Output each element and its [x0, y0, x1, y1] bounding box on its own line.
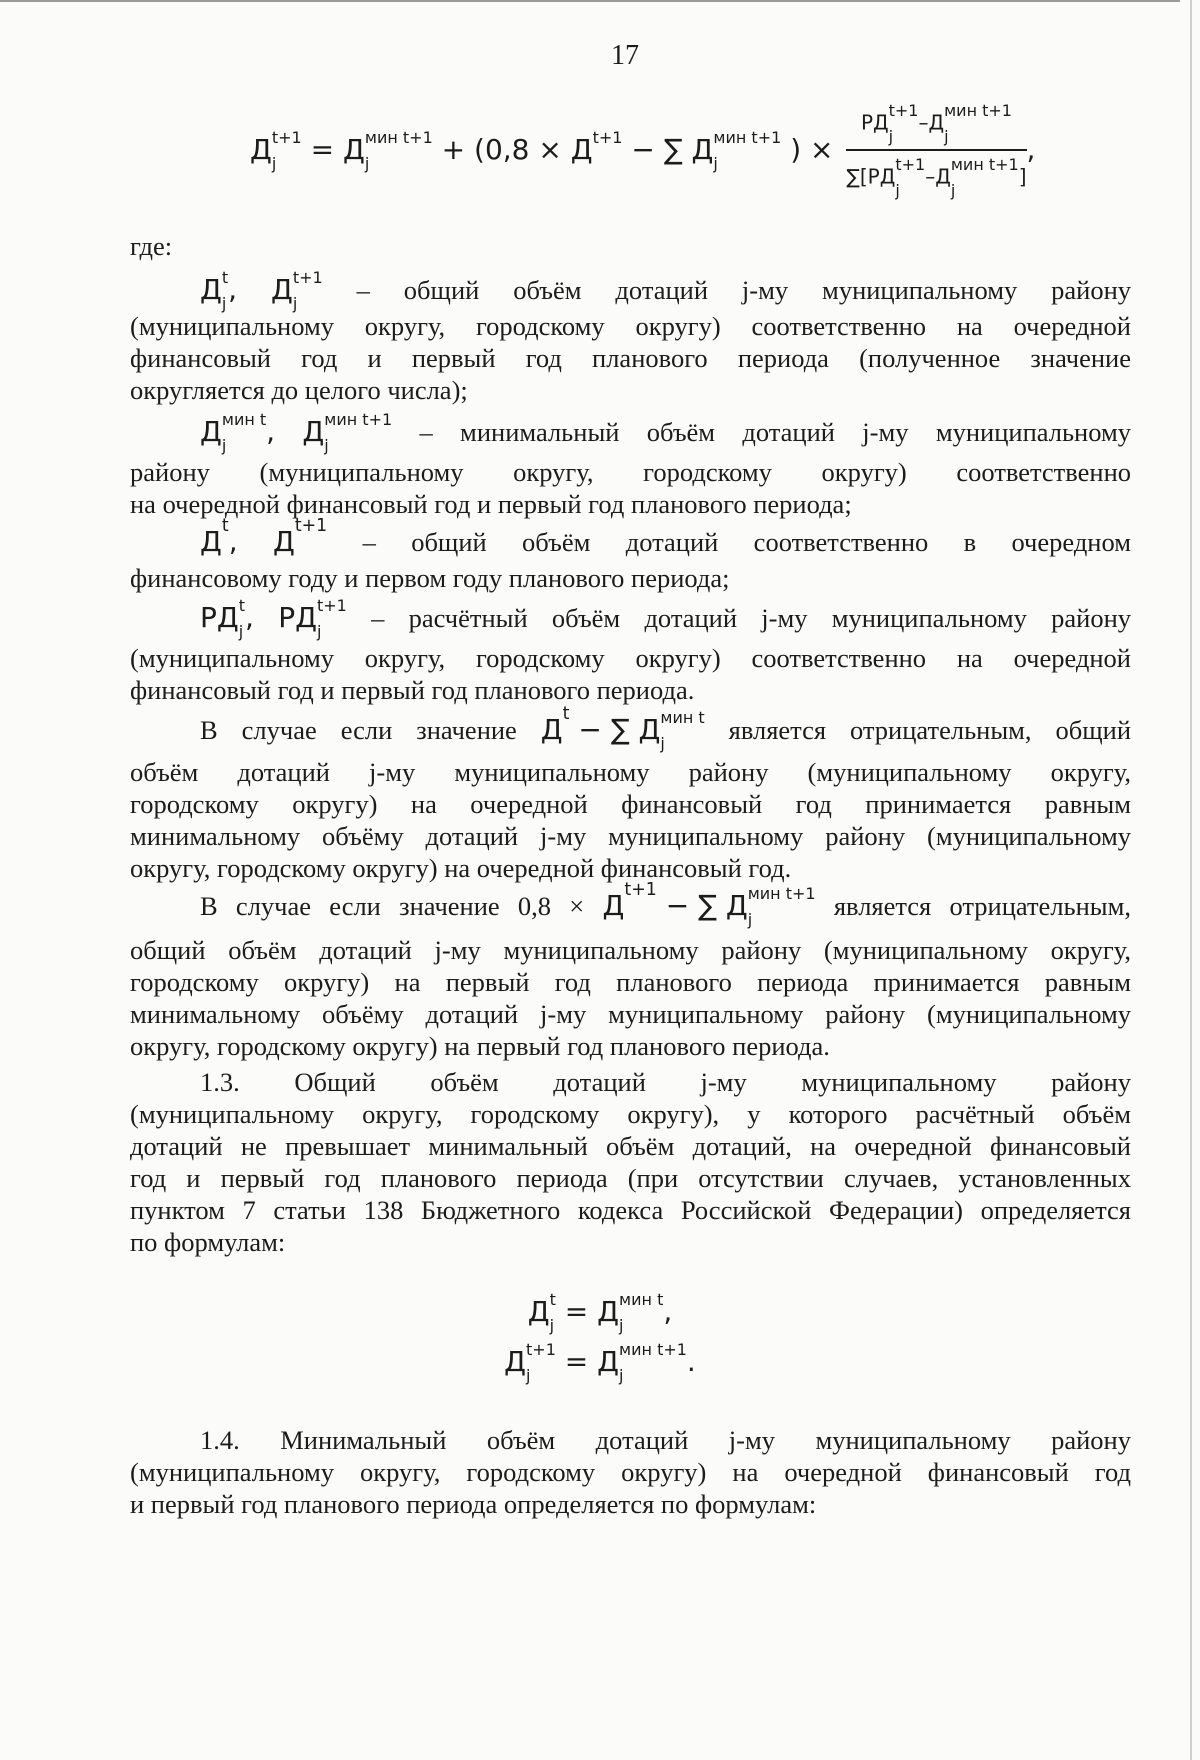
definition-1-lead: Д t j , Д t+1 j – общий объём дотаций j-му муниципальному району — [200, 268, 1132, 313]
section-1-4-line: 1.4. Минимальный объём дотаций j-му муниципальному району — [200, 1425, 1131, 1455]
symbol-rd-t: РД t j , — [200, 596, 254, 641]
formula-term: + (0,8 × Д — [441, 133, 593, 166]
definition-1-line: округляется до целого числа); — [130, 375, 468, 405]
scan-top-edge — [0, 0, 1180, 2]
formula-d-t-equals-min: Д t j = Д мин t j , — [527, 1290, 673, 1335]
formula-d-t-minus-sum: $Д^t$ − ∑ Д мин t j — [540, 704, 705, 753]
definition-2-lead: Д мин t j , Д мин t+1 j – минимальный объём дотаций j-му муниципальному — [200, 410, 1132, 455]
formula-main — [250, 103, 1035, 199]
fraction-denominator: ∑[РД t+1 j –Д мин t+1 j ] — [846, 155, 1027, 200]
fraction-numerator: РД t+1 j –Д мин t+1 j — [846, 103, 1026, 151]
case-1-line: округу, городскому округу) на очередной финансовый год. — [130, 853, 792, 883]
case-2-line: минимальному объёму дотаций j-му муниципальному району (муниципальному — [130, 999, 1131, 1029]
symbol-rd-t1: РД t+1 j — [278, 596, 347, 641]
section-1-3-line: 1.3. Общий объём дотаций j-му муниципальному району — [200, 1067, 1131, 1097]
definition-3-lead: $Д^t$, $Д^{t+1}$ – общий объём дотаций соответственно в очередном — [200, 516, 1131, 558]
section-1-3-line: пунктом 7 статьи 138 Бюджетного кодекса Российской Федерации) определяется — [130, 1195, 1131, 1225]
case-1-line: городскому округу) на очередной финансовый год принимается равным — [130, 789, 1131, 819]
formula-fraction — [846, 103, 1026, 199]
scan-right-edge — [1190, 0, 1192, 1760]
symbol-d-j-t: Д t j , — [200, 268, 238, 313]
case-2-line: городскому округу) на первый год планового периода принимается равным — [130, 967, 1131, 997]
definition-4-line: (муниципальному округу, городскому округу) соответственно на очередной — [130, 643, 1131, 673]
case-1-line: минимальному объёму дотаций j-му муниципальному району (муниципальному — [130, 821, 1131, 851]
formula-term: ) × — [790, 133, 834, 166]
section-1-3-line: год и первый год планового периода (при отсутствии случаев, установленных — [130, 1163, 1131, 1193]
where-label: где: — [130, 231, 173, 261]
symbol-d-min-t1: Д мин t+1 j — [302, 410, 393, 455]
case-2-line: округу, городскому округу) на первый год планового периода. — [130, 1031, 830, 1061]
formula-comma: , — [1026, 133, 1036, 166]
definition-4-line: финансовый год и первый год планового периода. — [130, 675, 695, 705]
section-1-4-line: и первый год планового периода определяется по формулам: — [130, 1489, 817, 1519]
formula-sup: t+1 — [592, 128, 623, 147]
symbol-d-min-t: Д мин t j , — [200, 410, 276, 455]
formula-eq: = — [310, 133, 335, 166]
formula-symbol: Д t+1 j — [250, 128, 302, 173]
symbol-d-t1: $Д^{t+1}$ — [272, 516, 328, 558]
case-1-lead: В случае если значение $Д^t$ − ∑ Д мин t j является отрицательным, общий — [200, 704, 1132, 753]
section-1-3-line: дотаций не превышает минимальный объём дотаций, на очередной финансовый — [130, 1131, 1131, 1161]
case-1-line: объём дотаций j-му муниципальному району (муниципальному округу, — [130, 757, 1131, 787]
case-2-lead: В случае если значение $0,8 \times Д^{t+1}$ − ∑ Д мин t+1 j является отрицательным, — [200, 880, 1132, 929]
formula-d-t1-equals-min: Д t+1 j = Д мин t+1 j . — [504, 1340, 696, 1385]
section-1-3-line: (муниципальному округу, городскому округу), у которого расчётный объём — [130, 1099, 1131, 1129]
definition-1-line: (муниципальному округу, городскому округу) соответственно на очередной — [130, 311, 1131, 341]
page-number: 17 — [611, 40, 639, 71]
formula-term: − ∑ Д — [631, 133, 714, 166]
section-1-3-line: по формулам: — [130, 1227, 286, 1257]
definition-3-line: финансовому году и первом году планового периода; — [130, 563, 730, 593]
symbol-d-j-t1: Д t+1 j — [270, 268, 323, 313]
symbol-d-t: $Д^t$, — [200, 516, 238, 558]
definition-1-line: финансовый год и первый год планового периода (полученное значение — [130, 343, 1131, 373]
formula-d-t1-minus-sum: $Д^{t+1}$ − ∑ Д мин t+1 j — [602, 880, 816, 929]
case-2-line: общий объём дотаций j-му муниципальному району (муниципальному округу, — [130, 935, 1131, 965]
definition-2-line: на очередной финансовый год и первый год планового периода; — [130, 489, 852, 519]
definition-4-lead: РД t j , РД t+1 j – расчётный объём дотаций j-му муниципальному району — [200, 596, 1132, 641]
formula-sup: мин t+1 j — [713, 128, 782, 173]
definition-2-line: району (муниципальному округу, городскому округу) соответственно — [130, 457, 1131, 487]
formula-symbol: Д мин t+1 j — [343, 128, 433, 173]
section-1-4-line: (муниципальному округу, городскому округу) на очередной финансовый год — [130, 1457, 1131, 1487]
